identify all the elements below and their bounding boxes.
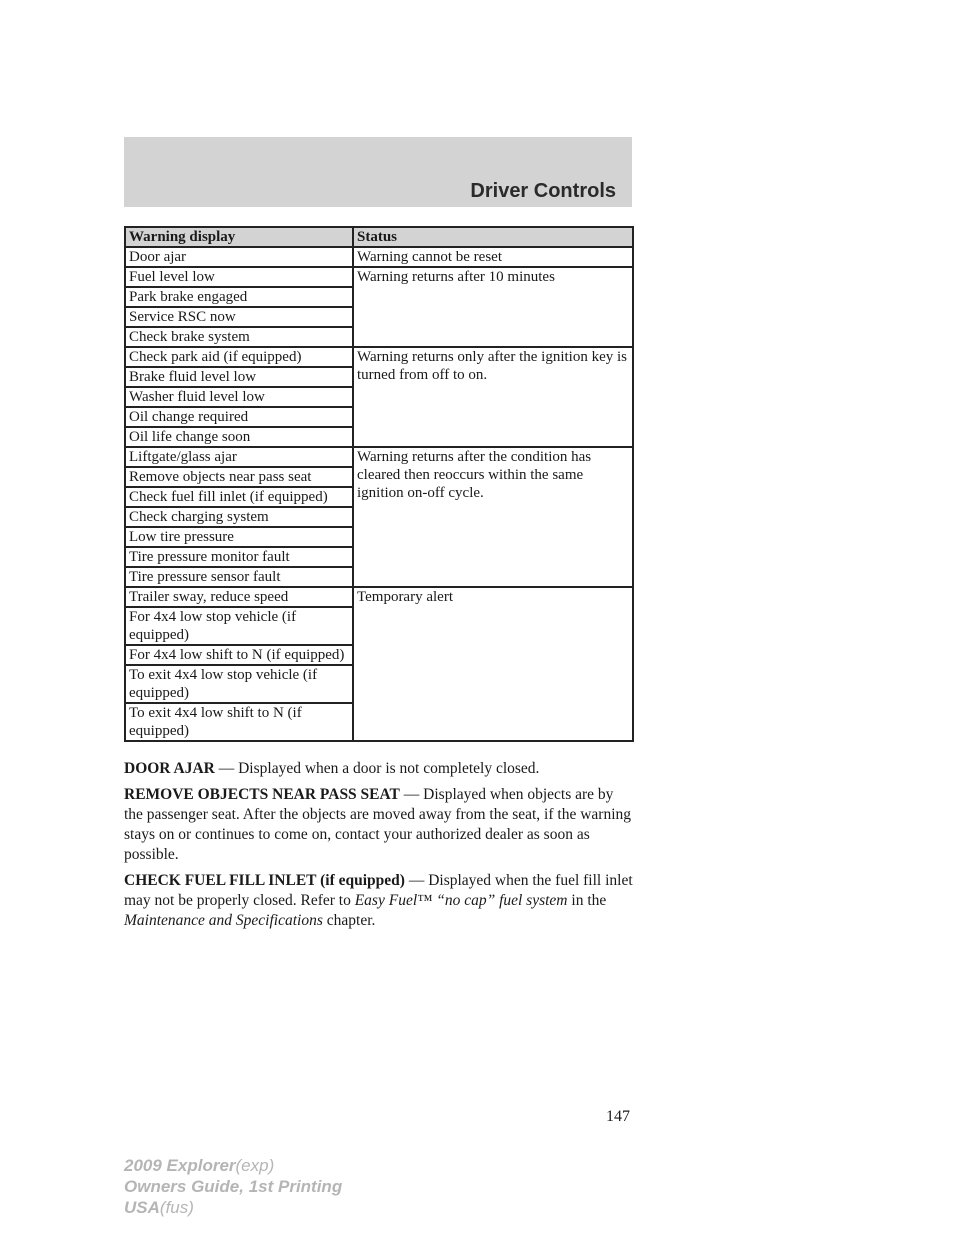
warning-display-cell: Check charging system	[125, 507, 353, 527]
term-door-ajar: DOOR AJAR	[124, 760, 215, 777]
warning-display-cell: Fuel level low	[125, 267, 353, 287]
table-body	[125, 247, 633, 741]
warning-display-cell: Oil change required	[125, 407, 353, 427]
warning-display-cell: To exit 4x4 low shift to N (if equipped)	[125, 703, 353, 741]
status-cell: Warning returns after 10 minutes	[353, 267, 633, 347]
ref-maintenance-chapter: Maintenance and Specifications	[124, 912, 323, 929]
footer-line-1	[124, 1155, 342, 1176]
warning-display-cell: Trailer sway, reduce speed	[125, 587, 353, 607]
section-title: Driver Controls	[470, 180, 616, 202]
term-remove-objects: REMOVE OBJECTS NEAR PASS SEAT	[124, 786, 400, 803]
warning-display-cell: To exit 4x4 low stop vehicle (if equipped)	[125, 665, 353, 703]
warning-display-cell: Oil life change soon	[125, 427, 353, 447]
footer-line-2: Owners Guide, 1st Printing	[124, 1177, 343, 1196]
column-header-status: Status	[353, 227, 633, 247]
warning-display-cell: For 4x4 low shift to N (if equipped)	[125, 645, 353, 665]
table-row	[125, 587, 633, 607]
table-row	[125, 347, 633, 367]
header-band	[124, 137, 632, 207]
warning-display-cell: Washer fluid level low	[125, 387, 353, 407]
warning-display-cell: Low tire pressure	[125, 527, 353, 547]
warning-display-cell: Liftgate/glass ajar	[125, 447, 353, 467]
warning-display-cell: Check fuel fill inlet (if equipped)	[125, 487, 353, 507]
warning-display-cell: Door ajar	[125, 247, 353, 267]
footer-model: 2009 Explorer	[124, 1156, 236, 1175]
warning-display-cell: Remove objects near pass seat	[125, 467, 353, 487]
text-check-fuel-2: in the	[567, 892, 607, 909]
warning-display-cell: Tire pressure monitor fault	[125, 547, 353, 567]
warning-display-cell: Check brake system	[125, 327, 353, 347]
paragraph-check-fuel	[124, 871, 634, 931]
footer-model-code: (exp)	[235, 1156, 275, 1175]
footer-market: USA	[124, 1198, 160, 1217]
page-number: 147	[606, 1108, 630, 1125]
footer-line-3	[124, 1197, 342, 1218]
ref-easy-fuel: Easy Fuel™ “no cap” fuel system	[354, 892, 568, 909]
table-header-row	[125, 227, 633, 247]
table-row	[125, 267, 633, 287]
description-text	[124, 759, 634, 937]
warning-display-cell: Tire pressure sensor fault	[125, 567, 353, 587]
warning-table	[124, 226, 634, 742]
paragraph-door-ajar	[124, 759, 634, 779]
status-cell: Warning cannot be reset	[353, 247, 633, 267]
status-cell: Warning returns after the condition has cleared then reoccurs within the same ignition on-off cycle.	[353, 447, 633, 587]
warning-display-cell: Service RSC now	[125, 307, 353, 327]
status-cell: Warning returns only after the ignition key is turned from off to on.	[353, 347, 633, 447]
footer	[124, 1155, 342, 1218]
text-check-fuel-3: chapter.	[322, 912, 376, 929]
term-check-fuel: CHECK FUEL FILL INLET (if equipped)	[124, 872, 405, 889]
warning-display-cell: Park brake engaged	[125, 287, 353, 307]
text-remove-objects: — Displayed when objects are by the passenger seat. After the objects are moved away from the seat, if the warning stays on or continues to come on, contact your authorized dealer as soon as possible.	[124, 786, 632, 863]
text-door-ajar: — Displayed when a door is not completely closed.	[214, 760, 540, 777]
column-header-warning-display: Warning display	[125, 227, 353, 247]
text-check-fuel-1: — Displayed when the fuel fill inlet may not be properly closed. Refer to	[124, 872, 633, 909]
footer-market-code: (fus)	[159, 1198, 194, 1217]
warning-display-cell: Check park aid (if equipped)	[125, 347, 353, 367]
table-row	[125, 247, 633, 267]
paragraph-remove-objects	[124, 785, 634, 865]
warning-display-cell: For 4x4 low stop vehicle (if equipped)	[125, 607, 353, 645]
status-cell: Temporary alert	[353, 587, 633, 741]
table-row	[125, 447, 633, 467]
warning-display-cell: Brake fluid level low	[125, 367, 353, 387]
